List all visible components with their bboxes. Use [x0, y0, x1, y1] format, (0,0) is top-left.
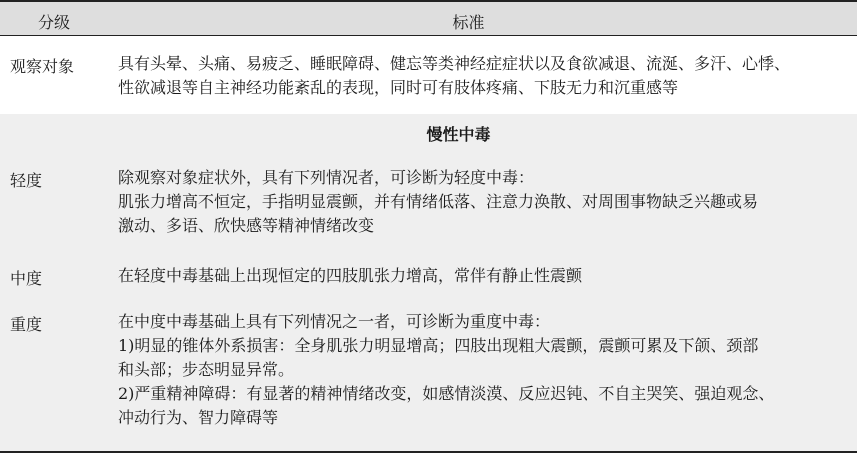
header-standard: 标准: [452, 13, 485, 32]
text-line: 性欲减退等自主神经功能紊乱的表现，同时可有肢体疼痛、下肢无力和沉重感等: [118, 78, 679, 97]
row-label: 重度: [10, 315, 43, 334]
text-line: 冲动行为、智力障碍等: [118, 408, 279, 427]
text-line: 1)明显的锥体外系损害：全身肌张力明显增高；四肢出现粗大震颤，震颤可累及下颌、颈部: [118, 336, 759, 355]
text-line: 具有头晕、头痛、易疲乏、睡眠障碍、健忘等类神经症症状以及食欲减退、流涎、多汗、心悸、: [118, 54, 791, 73]
row-label: 中度: [10, 269, 43, 288]
row-text: [118, 310, 848, 430]
text-line: 肌张力增高不恒定，手指明显震颤，并有情绪低落、注意力涣散、对周围事物缺乏兴趣或易: [118, 192, 759, 211]
text-line: 2)严重精神障碍：有显著的精神情绪改变，如感情淡漠、反应迟钝、不自主哭笑、强迫观念、: [118, 384, 775, 403]
section-title: 慢性中毒: [426, 125, 491, 144]
row-text: [118, 166, 848, 238]
text-line: 和头部；步态明显异常。: [118, 360, 295, 379]
row-text: [118, 52, 848, 100]
row-label: 轻度: [10, 171, 43, 190]
text-line: 在中度中毒基础上具有下列情况之一者，可诊断为重度中毒：: [118, 312, 551, 331]
table-header: [0, 0, 857, 36]
text-line: 激动、多语、欣快感等精神情绪改变: [118, 216, 375, 235]
text-line: 在轻度中毒基础上出现恒定的四肢肌张力增高，常伴有静止性震颤: [118, 266, 583, 285]
header-grade: 分级: [38, 13, 71, 32]
row-label: 观察对象: [10, 57, 75, 76]
text-line: 除观察对象症状外，具有下列情况者，可诊断为轻度中毒：: [118, 168, 535, 187]
row-text: [118, 264, 848, 288]
